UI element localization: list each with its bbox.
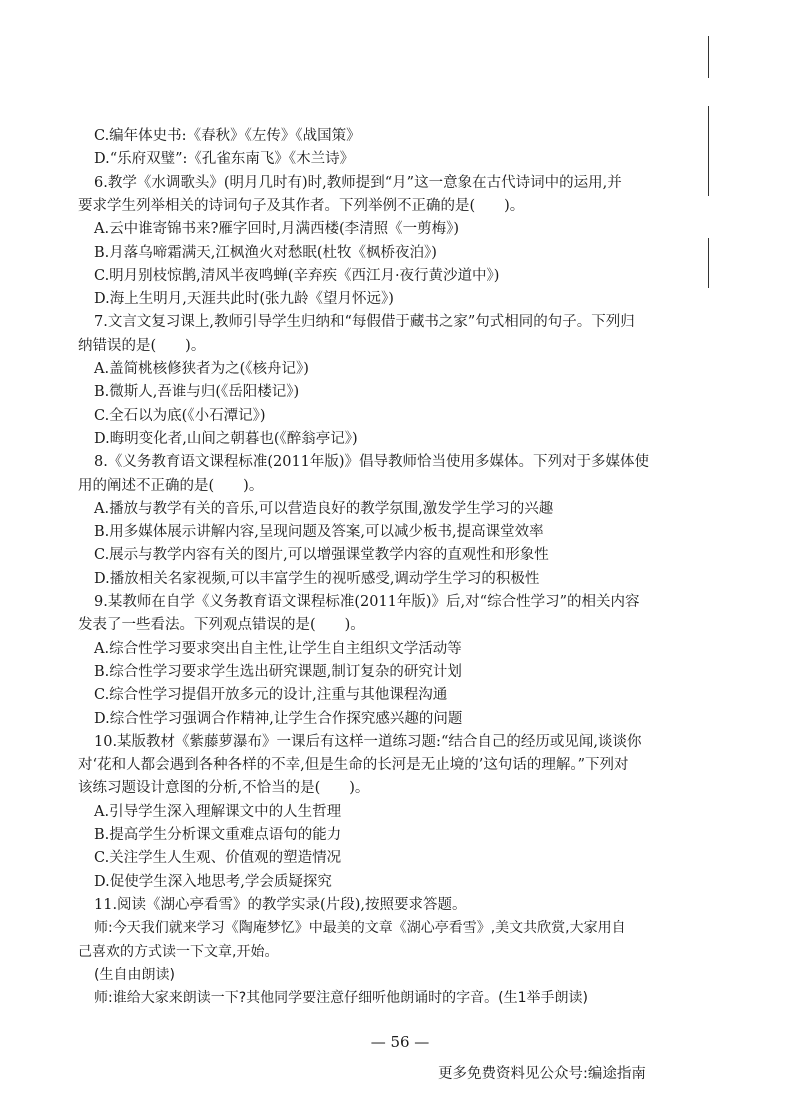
option-line: D.综合性学习强调合作精神,让学生合作探究感兴趣的问题 — [94, 710, 463, 727]
option-line: D.促使学生深入地思考,学会质疑探究 — [94, 873, 332, 890]
option-line: D.播放相关名家视频,可以丰富学生的视听感受,调动学生学习的积极性 — [94, 570, 540, 587]
question-line: 9.某教师在自学《义务教育语文课程标准(2011年版)》后,对“综合性学习”的相关内容 — [94, 594, 640, 610]
transcript-line: 师:今天我们就来学习《陶庵梦忆》中最美的文章《湖心亭看雪》,美文共欣赏,大家用自 — [94, 920, 626, 937]
option-line: A.引导学生深入理解课文中的人生哲理 — [94, 803, 342, 820]
option-line: C.明月别枝惊鹊,清风半夜鸣蝉(辛弃疾《西江月·夜行黄沙道中》) — [94, 267, 500, 284]
option-line: B.微斯人,吾谁与归(《岳阳楼记》) — [94, 384, 300, 401]
question-line: 6.教学《水调歌头》(明月几时有)时,教师提到“月”这一意象在古代诗词中的运用,并 — [94, 174, 622, 191]
question-line: 8.《义务教育语文课程标准(2011年版)》倡导教师恰当使用多媒体。下列对于多媒体使 — [94, 454, 650, 471]
option-line: A.盖简桃核修狭者为之(《核舟记》) — [94, 361, 309, 377]
option-line: C.关注学生人生观、价值观的塑造情况 — [94, 850, 342, 867]
question-line: 7.文言文复习课上,教师引导学生归纳和“每假借于藏书之家”句式相同的句子。下列归 — [94, 314, 635, 331]
option-line: C.展示与教学内容有关的图片,可以增强课堂教学内容的直观性和形象性 — [94, 547, 549, 564]
option-line: A.云中谁寄锦书来?雁字回时,月满西楼(李清照《一剪梅》) — [94, 221, 460, 238]
transcript-line: 师:谁给大家来朗读一下?其他同学要注意仔细听他朗诵时的字音。(生1举手朗读) — [94, 990, 588, 1007]
question-line: 要求学生列举相关的诗词句子及其作者。下列举例不正确的是( )。 — [78, 197, 525, 214]
option-line: B.月落乌啼霜满天,江枫渔火对愁眠(杜牧《枫桥夜泊》) — [94, 244, 437, 261]
option-line: C.综合性学习提倡开放多元的设计,注重与其他课程沟通 — [94, 687, 448, 704]
question-line: 用的阐述不正确的是( )。 — [78, 477, 264, 494]
option-line: D.海上生明月,天涯共此时(张九龄《望月怀远》) — [94, 291, 394, 308]
option-line: C.全石以为底(《小石潭记》) — [94, 407, 266, 424]
option-line: B.提高学生分析课文重难点语句的能力 — [94, 827, 342, 843]
option-line: C.编年体史书:《春秋》《左传》《战国策》 — [94, 128, 361, 144]
option-line: A.播放与教学有关的音乐,可以营造良好的教学氛围,激发学生学习的兴趣 — [94, 500, 554, 517]
footer-note: 更多免费资料见公众号:编途指南 — [438, 1066, 646, 1082]
question-line: 11.阅读《湖心亭看雪》的教学实录(片段),按照要求答题。 — [94, 896, 467, 913]
option-line: B.用多媒体展示讲解内容,呈现问题及答案,可以减少板书,提高课堂效率 — [94, 524, 544, 541]
transcript-line: (生自由朗读) — [94, 966, 175, 983]
question-line: 发表了一些看法。下列观点错误的是( )。 — [78, 617, 365, 634]
option-line: D.晦明变化者,山间之朝暮也(《醉翁亭记》) — [94, 430, 358, 447]
page-number: — 56 — — [370, 1033, 430, 1051]
scan-edge-line — [708, 36, 709, 78]
option-line: A.综合性学习要求突出自主性,让学生自主组织文学活动等 — [94, 640, 462, 657]
question-line: 对‘花和人都会遇到各种各样的不幸,但是生命的长河是无止境的’这句话的理解。”下列对 — [78, 757, 629, 774]
option-line: D.“乐府双璧”:《孔雀东南飞》《木兰诗》 — [94, 151, 355, 168]
option-line: B.综合性学习要求学生选出研究课题,制订复杂的研究计划 — [94, 663, 462, 680]
question-line: 该练习题设计意图的分析,不恰当的是( )。 — [78, 780, 370, 797]
question-line: 纳错误的是( )。 — [78, 337, 206, 354]
transcript-line: 己喜欢的方式读一下文章,开始。 — [78, 943, 279, 960]
question-line: 10.某版教材《紫藤萝瀑布》一课后有这样一道练习题:“结合自己的经历或见闻,谈谈你 — [94, 733, 642, 750]
